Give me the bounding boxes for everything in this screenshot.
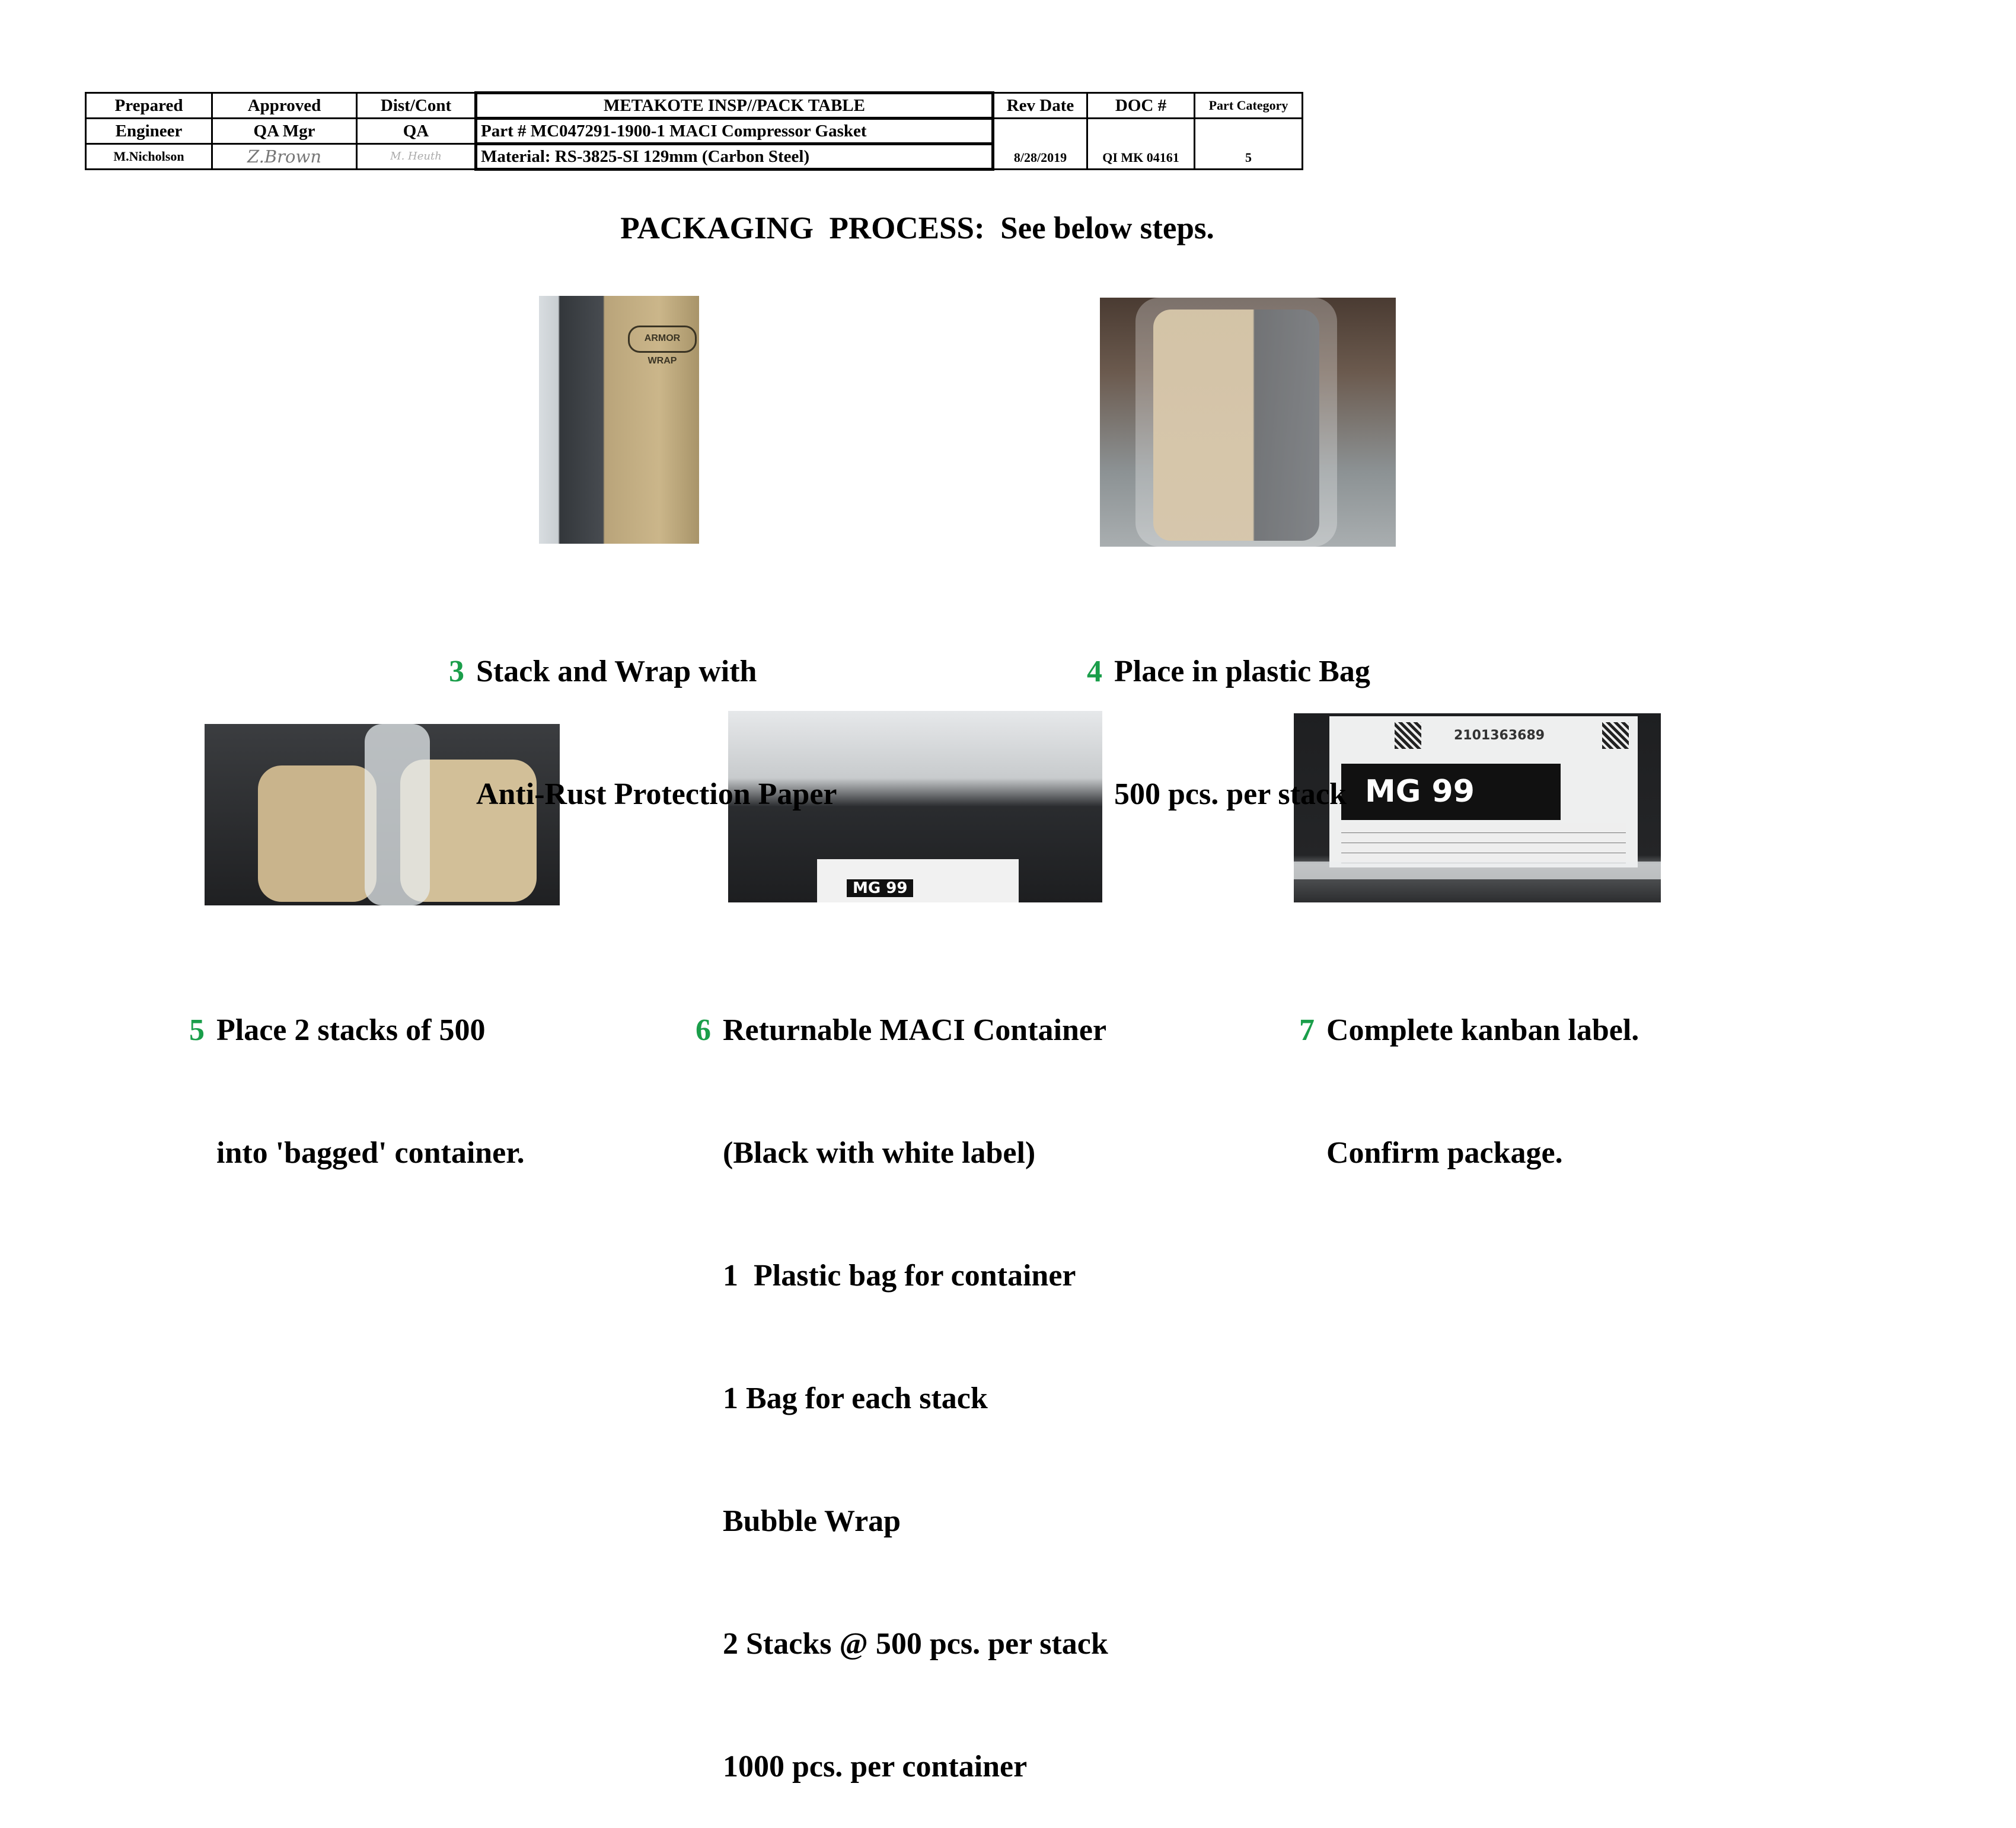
photo-wrapped-stack — [539, 296, 699, 544]
step-7-caption — [1299, 928, 1639, 1214]
kanban-serial: 2101363689 — [1454, 728, 1545, 743]
header-prepared: Prepared — [86, 93, 212, 119]
material: Material: RS-3825-SI 129mm (Carbon Steel) — [476, 144, 993, 170]
rev-date-value: 8/28/2019 — [993, 119, 1087, 170]
step-text: Returnable MACI Container — [723, 1013, 1107, 1047]
kanban-card — [1329, 716, 1638, 867]
step-number: 7 — [1299, 1013, 1315, 1047]
step-5-caption — [189, 928, 525, 1214]
step-text: (Black with white label) — [723, 1136, 1036, 1170]
header-doc-number: DOC # — [1087, 93, 1195, 119]
step-text: Place in plastic Bag — [1114, 655, 1370, 688]
step-text: Confirm package. — [1326, 1136, 1563, 1170]
header-part-category: Part Category — [1195, 93, 1303, 119]
step-6-caption — [696, 928, 1108, 1828]
step-number: 3 — [449, 655, 464, 688]
plastic-bag — [1135, 298, 1337, 547]
header-dist-cont: Dist/Cont — [357, 93, 476, 119]
header-approved: Approved — [212, 93, 357, 119]
step-text: 2 Stacks @ 500 pcs. per stack — [723, 1627, 1108, 1661]
step-text: 1 Bag for each stack — [723, 1382, 988, 1415]
role-qa: QA — [357, 119, 476, 144]
step-text: Place 2 stacks of 500 — [216, 1013, 486, 1047]
header-rev-date: Rev Date — [993, 93, 1087, 119]
container-label — [817, 859, 1019, 902]
step-text: 1 Plastic bag for container — [723, 1259, 1076, 1293]
part-category-value: 5 — [1195, 119, 1303, 170]
bubble-wrap — [365, 724, 430, 905]
dist-signature: M. Heuth — [357, 144, 476, 170]
step-text: 500 pcs. per stack — [1114, 777, 1347, 811]
step-text: Bubble Wrap — [723, 1504, 901, 1538]
step-text: 1000 pcs. per container — [723, 1750, 1028, 1784]
container-code: MG 99 — [847, 879, 913, 897]
kanban-code: MG 99 — [1341, 764, 1561, 820]
header-title: METAKOTE INSP//PACK TABLE — [476, 93, 993, 119]
qr-code-icon — [1395, 722, 1421, 749]
step-text: Anti-Rust Protection Paper — [476, 777, 837, 811]
qr-code-icon — [1602, 722, 1629, 749]
step-text: Complete kanban label. — [1326, 1013, 1639, 1047]
step-number: 6 — [696, 1013, 711, 1047]
role-engineer: Engineer — [86, 119, 212, 144]
role-qa-mgr: QA Mgr — [212, 119, 357, 144]
stack-1 — [258, 765, 377, 902]
kanban-grid — [1341, 823, 1626, 864]
step-text: into 'bagged' container. — [216, 1136, 525, 1170]
doc-number-value: QI MK 04161 — [1087, 119, 1195, 170]
photo-plastic-bag — [1100, 298, 1396, 547]
step-number: 5 — [189, 1013, 205, 1047]
label-holder — [1294, 862, 1661, 879]
step-4-caption — [1087, 569, 1370, 856]
part-number: Part # MC047291-1900-1 MACI Compressor Gasket — [476, 119, 993, 144]
page-title: PACKAGING PROCESS: See below steps. — [620, 211, 1214, 245]
armor-wrap-logo: ARMOR WRAP — [628, 326, 697, 353]
prepared-by-name: M.Nicholson — [86, 144, 212, 170]
step-number: 4 — [1087, 655, 1102, 688]
step-3-caption — [449, 569, 837, 856]
step-text: Stack and Wrap with — [476, 655, 757, 688]
document-header-table — [85, 91, 1303, 171]
approved-signature: Z.Brown — [212, 144, 357, 170]
